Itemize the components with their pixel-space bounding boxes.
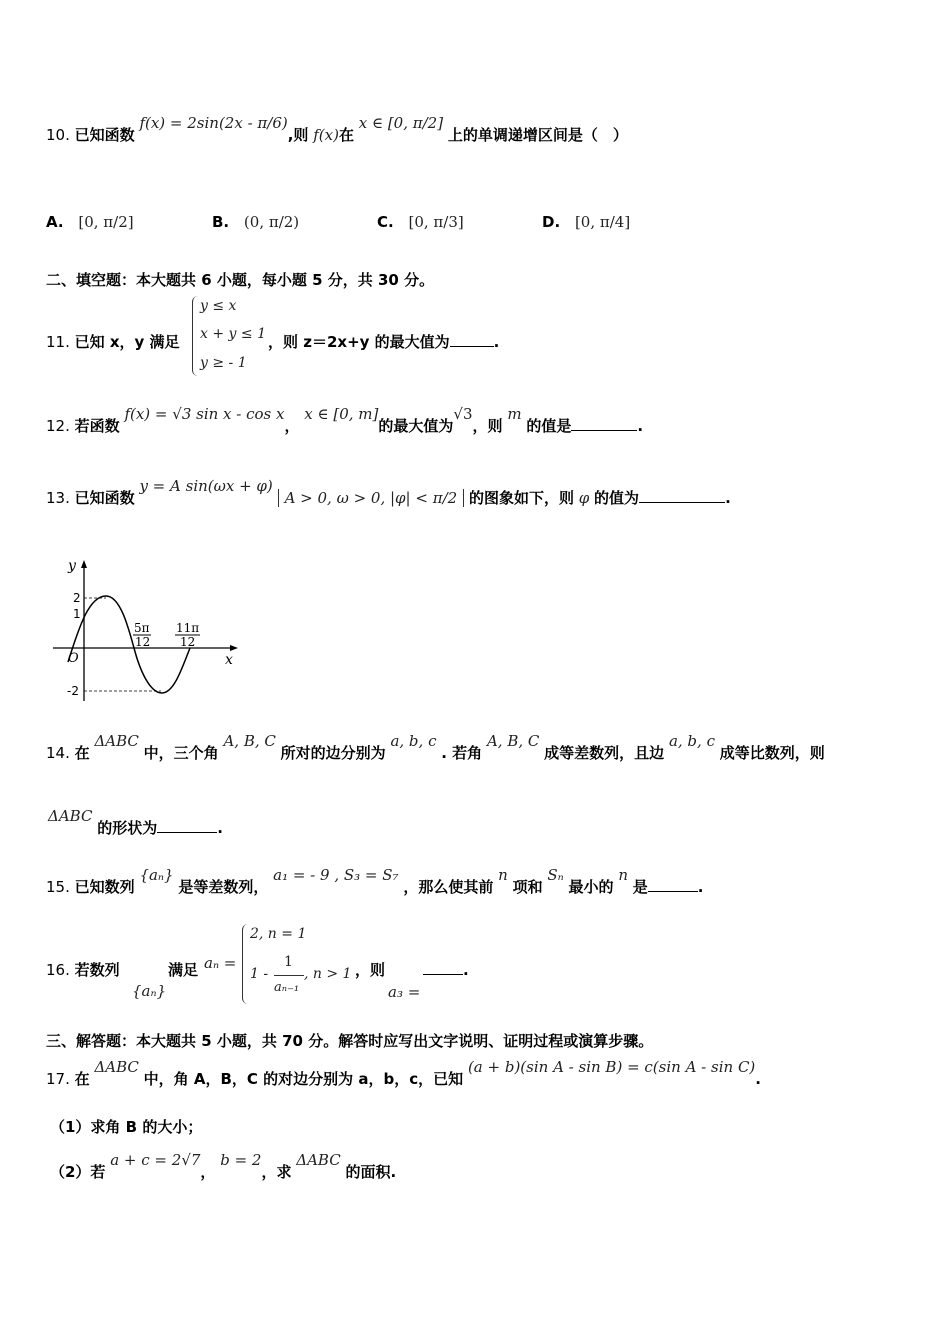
q16-blank: . (423, 960, 469, 980)
question-16: 16. 若数列 (46, 961, 120, 979)
sine-graph (48, 556, 248, 706)
case-2-pre: 1 - (250, 966, 269, 982)
tick-x1-num: 5π (134, 621, 150, 635)
question-11: 11. 已知 x，y 满足 (46, 333, 180, 351)
q16-mid: 满足 (168, 961, 199, 979)
answer-blank (450, 332, 494, 347)
constraint-3: y ≥ - 1 (200, 355, 247, 371)
answer-blank (157, 818, 217, 833)
case-2-bar (274, 975, 304, 976)
answer-blank (423, 960, 463, 975)
tick-x2-num: 11π (176, 621, 200, 635)
case-1: 2, n = 1 (250, 926, 307, 942)
tick-x1-den: 12 (135, 635, 151, 649)
x-axis-label: x (225, 652, 233, 668)
section-heading-solve: 三、解答题：本大题共 5 小题，共 70 分。解答时应写出文字说明、证明过程或演算步骤。 (46, 1032, 654, 1050)
question-14: 14. 在 ΔABC 中，三个角 A, B, C 所对的边分别为 a, b, c . 若角 A, B, C 成等差数列，且边 a, b, c 成等比数列，则 (46, 732, 825, 762)
tick-y-2: 2 (73, 591, 81, 605)
case-2-den: aₙ₋₁ (274, 980, 300, 995)
q10-option-b: B. (0, π/2) (212, 213, 300, 231)
question-13: 13. 已知函数 y = A sin(ωx + φ) A > 0, ω > 0, |φ| < π/2 的图象如下，则 φ 的值为 . (46, 477, 731, 507)
constraint-2: x + y ≤ 1 (200, 326, 266, 342)
q17-part-1: （1）求角 B 的大小； (50, 1118, 203, 1136)
answer-blank (648, 877, 698, 892)
y-axis-label: y (68, 558, 76, 574)
sine-curve (68, 596, 190, 693)
question-11-tail: ，则 z＝2x+y 的最大值为 . (268, 333, 500, 351)
domain-expr: x ∈ [0, π/2] (358, 114, 444, 132)
question-17: 17. 在 ΔABC 中，角 A，B，C 的对边分别为 a，b，c，已知 (a + b)(sin A - sin B) = c(sin A - sin C). (46, 1058, 761, 1088)
q10-option-d: D. [0, π/4] (542, 213, 631, 231)
answer-blank (571, 416, 637, 431)
piecewise-brace (242, 924, 249, 1004)
q16-sequence: {aₙ} (132, 982, 167, 1000)
section-heading-fill-in: 二、填空题：本大题共 6 小题，每小题 5 分，共 30 分。 (46, 271, 435, 289)
q10-option-c: C. [0, π/3] (377, 213, 464, 231)
case-2-num: 1 (284, 954, 293, 970)
constraint-brace (192, 296, 199, 376)
q16-a3: a₃ = (388, 983, 421, 1001)
case-2-post: , n > 1 (304, 966, 352, 982)
q10-option-a: A. [0, π/2] (46, 213, 134, 231)
tick-y-1: 1 (73, 607, 81, 621)
question-number: 10. (46, 126, 70, 144)
question-15: 15. 已知数列 {aₙ} 是等差数列， a₁ = - 9 , S₃ = S₇ ，那么使其前 n 项和 Sₙ 最小的 n 是 . (46, 866, 704, 896)
x-axis-arrow (230, 645, 238, 651)
tick-y-neg2: -2 (67, 684, 79, 698)
question-12: 12. 若函数 f(x) = √3 sin x - cos x， x ∈ [0, m]的最大值为√3，则 m 的值是 . (46, 405, 644, 435)
q16-mid2: ，则 (355, 961, 386, 979)
question-10: 10. 已知函数 f(x) = 2sin(2x - π/6),则 f(x)在 x ∈ [0, π/2] 上的单调递增区间是（ ） (46, 114, 628, 144)
function-expr: f(x) = 2sin(2x - π/6) (139, 114, 288, 132)
answer-blank (639, 488, 725, 503)
constraint-1: y ≤ x (200, 298, 237, 314)
y-axis-arrow (81, 560, 87, 568)
tick-x2-den: 12 (180, 635, 196, 649)
q17-part-2: （2）若 a + c = 2√7， b = 2，求 ΔABC 的面积. (50, 1151, 397, 1181)
q16-an: aₙ = (204, 954, 237, 972)
question-14-cont: ΔABC 的形状为 . (48, 807, 223, 837)
origin-label: O (68, 651, 79, 666)
